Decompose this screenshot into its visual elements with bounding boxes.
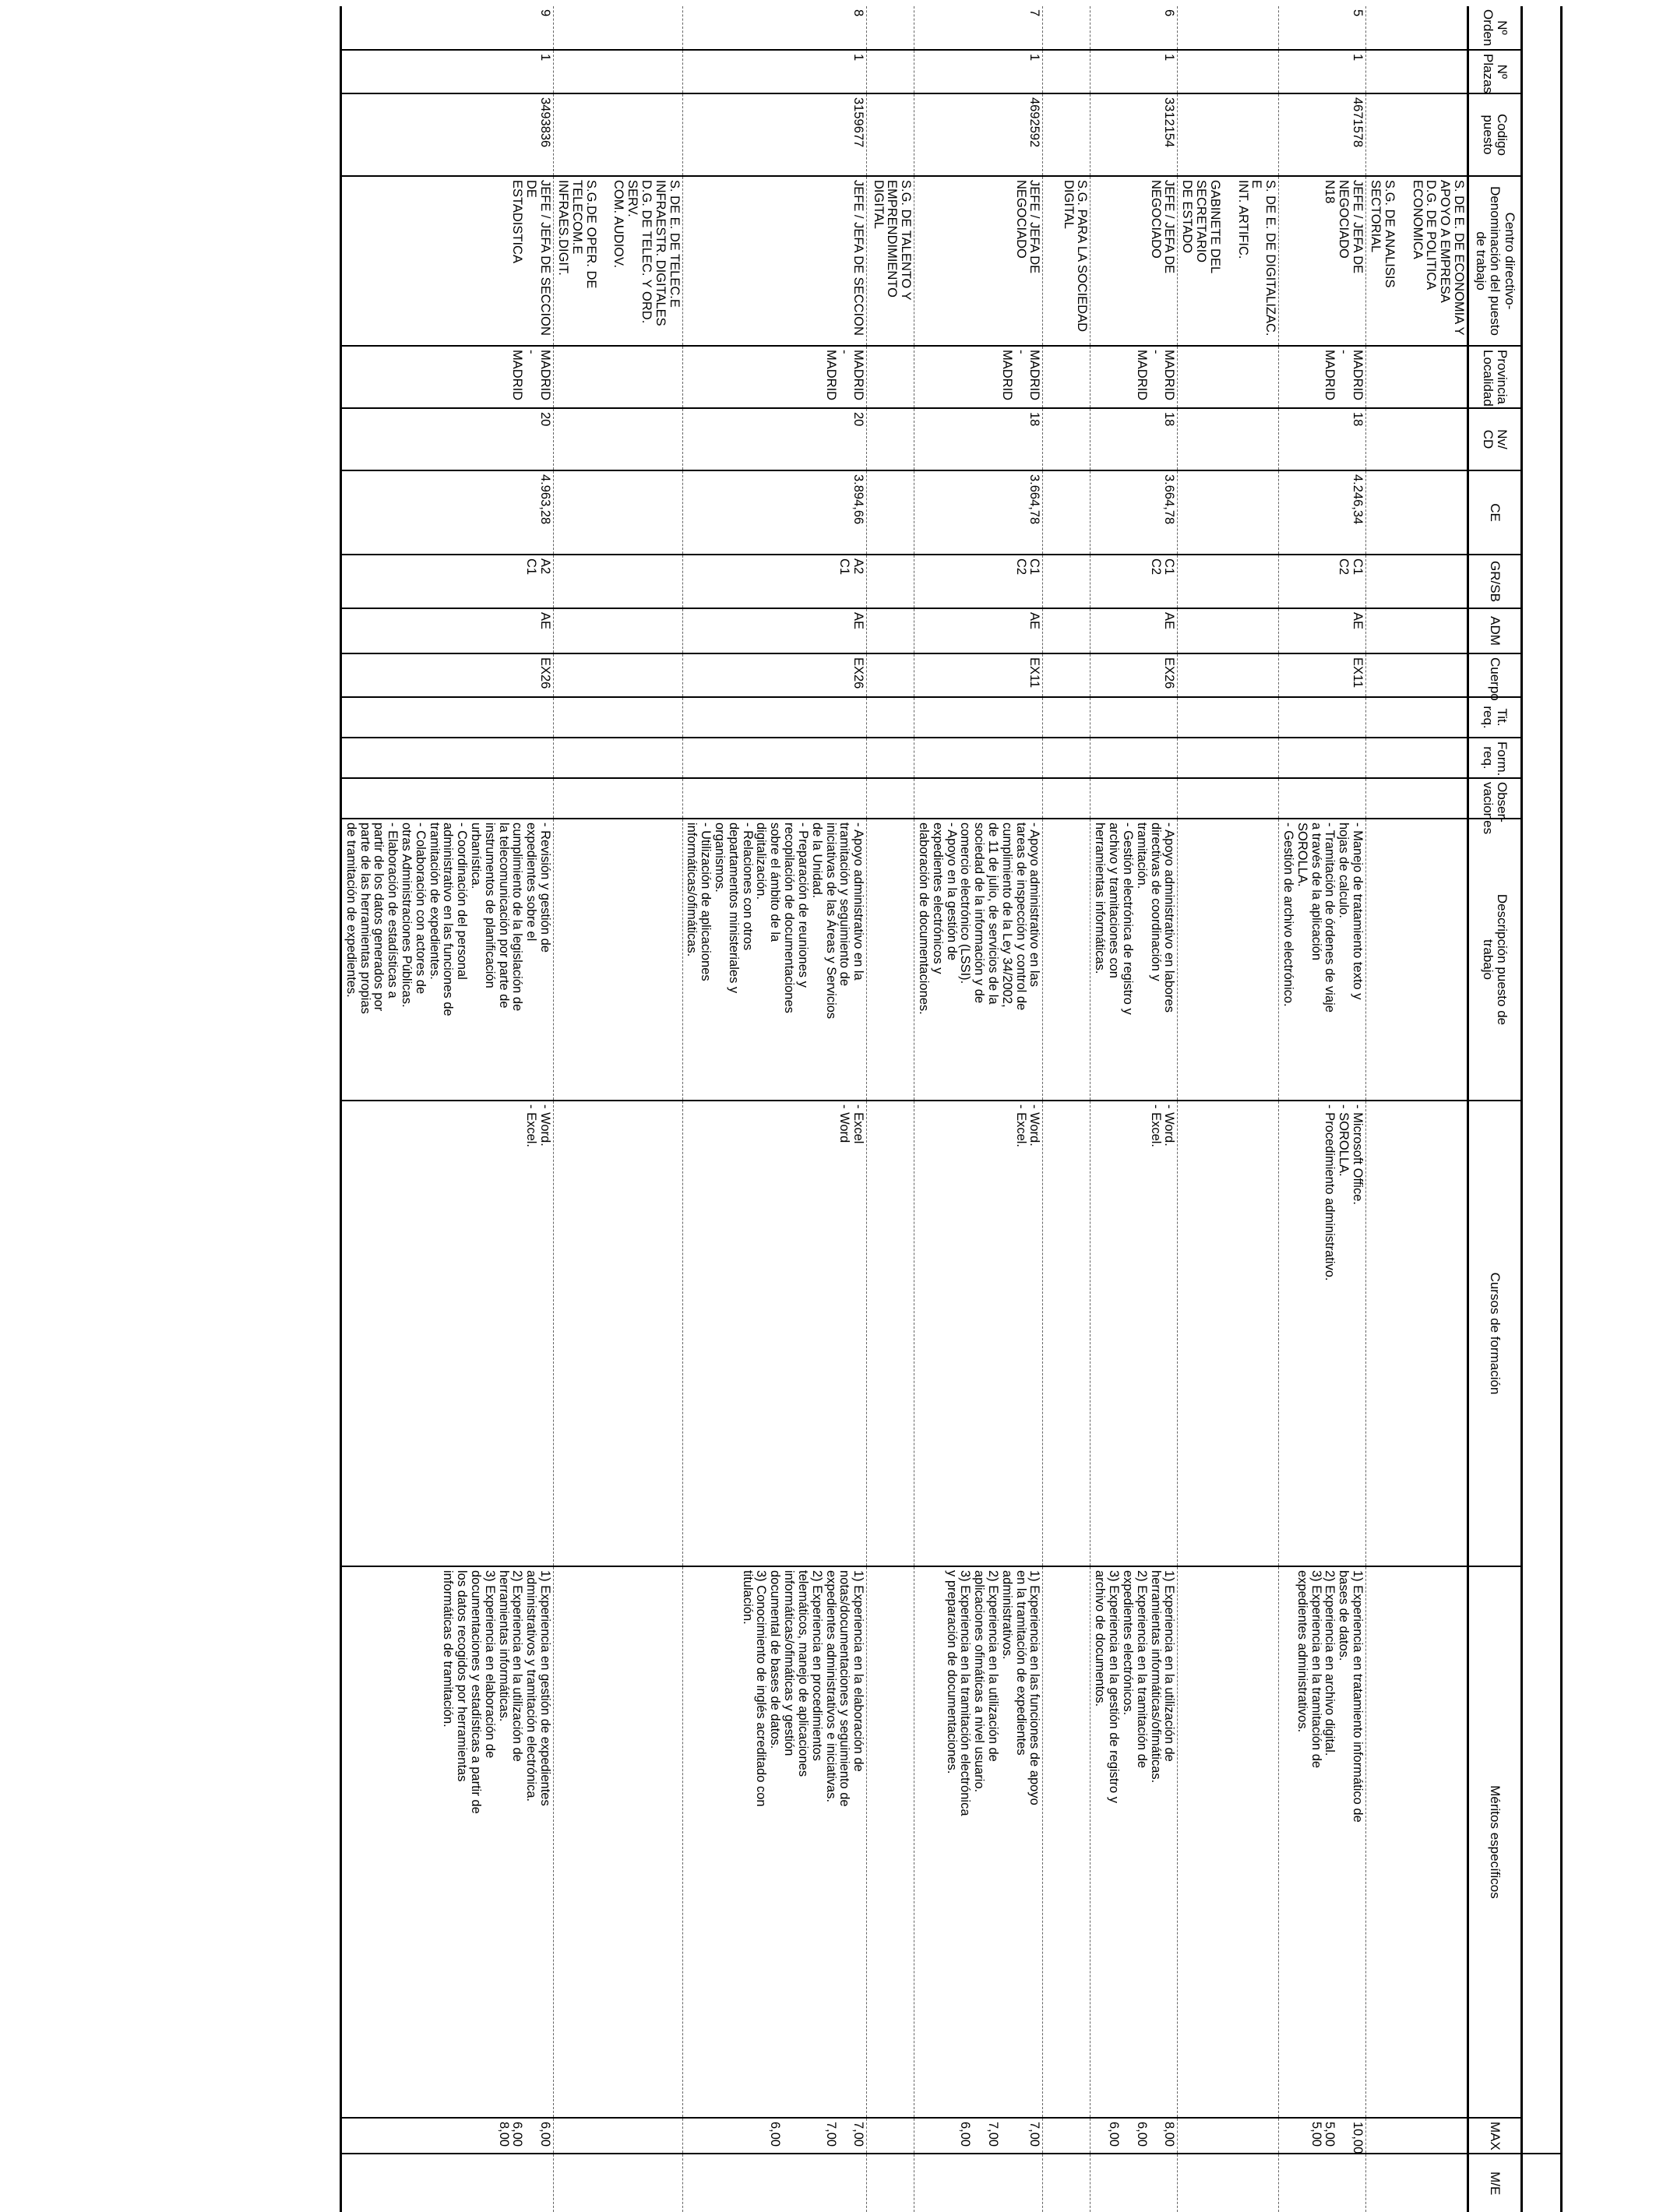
cell-titulacion — [867, 697, 914, 738]
cell-cuerpo — [1178, 653, 1279, 697]
cell-plazas — [1043, 50, 1090, 93]
cell-cuerpo — [554, 653, 683, 697]
cell-grupo: C1 C2 — [1279, 555, 1366, 608]
header-descripcion: Descripción puesto de trabajo — [1468, 819, 1522, 1101]
cell-observaciones — [867, 778, 914, 819]
max-value: 7,00 — [1027, 2122, 1042, 2147]
max-value: 6,00 — [1134, 2122, 1149, 2147]
cell-descripcion: - Apoyo administrativo en las tareas de inspección y control de cumplimiento de la Ley 34/2002, de 11 de julio, de servicios de la sociedad de la información y de comercio electrónico (LSSI). - Apoyo en la gestión de expedientes electrónicos y elaboración de documentaciones. — [914, 819, 1043, 1101]
cell-nivel: 18 — [914, 408, 1043, 470]
cell-meritos — [554, 1566, 683, 2118]
cell-meritos: 1) Experiencia en la utilización de herramientas informáticas/ofimáticas. 2) Experiencia en la tramitación de expedientes electrónicos. 3) Experiencia en la gestión de registro y archivo de documentos. — [1090, 1566, 1178, 2118]
cell-max — [1090, 2118, 1178, 2154]
cell-observaciones — [554, 778, 683, 819]
cell-titulacion — [1043, 697, 1090, 738]
cell-plazas — [554, 50, 683, 93]
cell-observaciones — [1090, 778, 1178, 819]
header-plazas: Nº Plazas — [1468, 50, 1522, 93]
cell-formacion — [914, 738, 1043, 778]
cell-centro — [682, 176, 867, 346]
cell-provincia — [1043, 346, 1090, 408]
cell-titulacion — [1178, 697, 1279, 738]
max-value: 5,00 — [1323, 2122, 1337, 2147]
max-value — [1120, 2122, 1134, 2150]
vacancy-row — [1090, 6, 1178, 2212]
max-value — [999, 2122, 1013, 2150]
cell-codigo: 4671578 — [1279, 93, 1366, 176]
cell-me — [682, 2154, 867, 2212]
cell-centro — [1178, 176, 1279, 346]
cell-orden: 6 — [1090, 6, 1178, 50]
cell-adm: AE — [1090, 608, 1178, 653]
cell-orden: 9 — [340, 6, 553, 50]
cell-orden — [867, 6, 914, 50]
centro-line: S.G.DE OPER. DE TELECOM.E INFRAES.DIGIT. — [555, 180, 598, 289]
centro-line: S. DE E. DE DIGITALIZAC. E INT. ARTIFIC. — [1235, 180, 1278, 336]
cell-cursos — [1178, 1101, 1279, 1566]
cell-cuerpo — [1043, 653, 1090, 697]
cell-cursos — [1043, 1101, 1090, 1566]
cell-formacion — [682, 738, 867, 778]
cell-orden: 7 — [914, 6, 1043, 50]
centro-heading-row — [1043, 6, 1090, 2212]
max-value: 8,00 — [496, 2122, 511, 2147]
cell-cuerpo: EX26 — [1090, 653, 1178, 697]
centro-heading — [1366, 176, 1468, 346]
header-ce: CE — [1468, 470, 1522, 555]
cell-max — [554, 2118, 683, 2154]
max-value: 7,00 — [851, 2122, 866, 2147]
header-max: MAX — [1468, 2118, 1522, 2154]
centro-line: JEFE / JEFA DE NEGOCIADO — [1148, 180, 1177, 274]
max-value: 6,00 — [510, 2122, 525, 2147]
cell-observaciones — [1279, 778, 1366, 819]
cell-provincia — [554, 346, 683, 408]
cell-nivel: 18 — [1090, 408, 1178, 470]
cell-meritos: 1) Experiencia en tratamiento informático de bases de datos. 2) Experiencia en archivo digital. 3) Experiencia en la tramitación de expedientes administrativos. — [1279, 1566, 1366, 2118]
cell-formacion — [340, 738, 553, 778]
cell-adm: AE — [914, 608, 1043, 653]
centro-line: JEFE / JEFA DE NEGOCIADO — [1013, 180, 1042, 274]
cell-max — [1043, 2118, 1090, 2154]
cell-ce — [1043, 470, 1090, 555]
cell-provincia — [1178, 346, 1279, 408]
max-value: 6,00 — [958, 2122, 973, 2147]
cell-grupo — [554, 555, 683, 608]
cell-max — [340, 2118, 553, 2154]
centro-line: JEFE / JEFA DE SECCION — [851, 180, 866, 336]
cell-titulacion — [1090, 697, 1178, 738]
header-me: M/E — [1468, 2154, 1522, 2212]
cell-adm — [1043, 608, 1090, 653]
cell-adm: AE — [682, 608, 867, 653]
centro-heading-row — [867, 6, 914, 2212]
cell-me — [554, 2154, 683, 2212]
vacancy-row — [682, 6, 867, 2212]
max-value: 5,00 — [1309, 2122, 1323, 2147]
cell-titulacion — [554, 697, 683, 738]
header-grupo: GR/SB — [1468, 555, 1522, 608]
max-value — [524, 2122, 538, 2150]
header-codigo: Codigo puesto — [1468, 93, 1522, 176]
cell-codigo — [1043, 93, 1090, 176]
cell-descripcion: - Revisión y gestión de expedientes sobre el cumplimiento de la legislación de la telecomunicación por parte de instrumentos de planificación urbanística. - Coordinación del personal administrativo en las funciones de tramitación de expedientes. - Colaboración con actores de otras Administraciones Públicas. - Elaboración de estadísticas a partir de los datos generados por parte de las herramientas propias de tramitación de expedientes. — [340, 819, 553, 1101]
header-provincia: Provincia Localidad — [1468, 346, 1522, 408]
cell-provincia: MADRID - MADRID — [682, 346, 867, 408]
cell-codigo — [1178, 93, 1279, 176]
header-adm: ADM — [1468, 608, 1522, 653]
centro-heading-row — [1178, 6, 1279, 2212]
cell-adm — [554, 608, 683, 653]
cell-meritos — [1043, 1566, 1090, 2118]
cell-cursos: - Excel - Word — [682, 1101, 867, 1566]
cell-centro — [554, 176, 683, 346]
cell-provincia: MADRID - MADRID — [914, 346, 1043, 408]
cell-titulacion — [340, 697, 553, 738]
cell-adm: AE — [1279, 608, 1366, 653]
cell-codigo: 3493836 — [340, 93, 553, 176]
max-value: 7,00 — [986, 2122, 1001, 2147]
vacancy-row — [340, 6, 553, 2212]
cell-me — [1090, 2154, 1178, 2212]
cell-codigo — [867, 93, 914, 176]
max-value — [809, 2122, 823, 2150]
cell-max — [1279, 2118, 1366, 2154]
cell-nivel — [867, 408, 914, 470]
cell-observaciones — [1043, 778, 1090, 819]
vacancy-row — [914, 6, 1043, 2212]
cell-grupo — [1178, 555, 1279, 608]
vacancy-row — [1279, 6, 1366, 2212]
centro-heading-row — [1366, 6, 1468, 2212]
cell-grupo: A2 C1 — [682, 555, 867, 608]
header-titulacion: Tit. req. — [1468, 697, 1522, 738]
cell-orden — [1043, 6, 1090, 50]
cell-observaciones — [1178, 778, 1279, 819]
cell-plazas: 1 — [1090, 50, 1178, 93]
cell-ce: 3.664,78 — [1090, 470, 1178, 555]
cell-descripcion: - Apoyo administrativo en la tramitación y seguimiento de iniciativas de las Áreas y Servicios de la Unidad. - Preparación de reuniones y recopilación de documentaciones sobre el ámbito de la digitalización. - Relaciones con otros departamentos ministeriales y organismos. - Utilización de aplicaciones informáticas/ofimáticas. — [682, 819, 867, 1101]
header-observaciones: Obser- vaciones — [1468, 778, 1522, 819]
header-meritos: Méritos específicos — [1468, 1566, 1522, 2118]
cell-grupo — [1043, 555, 1090, 608]
cell-orden: 5 — [1279, 6, 1366, 50]
cell-formacion — [1178, 738, 1279, 778]
cell-ce: 4.246,34 — [1279, 470, 1366, 555]
centro-line: GABINETE DEL SECRETARIO DE ESTADO — [1180, 180, 1222, 273]
cell-me — [867, 2154, 914, 2212]
table-body — [340, 6, 1467, 2212]
cell-cursos: - Microsoft Office. - SOROLLA. - Procedimiento administrativo. — [1279, 1101, 1366, 1566]
cell-codigo: 3159677 — [682, 93, 867, 176]
header-centro: Centro directivo- Denominación del puesto de trabajo — [1468, 176, 1522, 346]
centro-line: S. DE E. DE TELEC.E INFRAESTR. DIGITALES D.G. DE TELEC. Y ORD. SERV. COM. AUDIOV. — [611, 180, 682, 326]
cell-centro — [340, 176, 553, 346]
cell-observaciones — [340, 778, 553, 819]
cell-provincia — [867, 346, 914, 408]
cell-nivel — [1043, 408, 1090, 470]
header-formacion: Form. req. — [1468, 738, 1522, 778]
cell-meritos: 1) Experiencia en las funciones de apoyo en la tramitación de expedientes administrativos. 2) Experiencia en la utilización de aplicaciones ofimáticas a nivel usuario. 3) Experiencia en la tramitación electrónica y preparación de documentaciones. — [914, 1566, 1043, 2118]
cell-descripcion — [1043, 819, 1090, 1101]
cell-formacion — [554, 738, 683, 778]
cell-nivel: 20 — [340, 408, 553, 470]
cell-descripcion: - Apoyo administrativo en labores directivas de coordinación y tramitación. - Gestión electrónica de registro y archivo y tramitaciones con herramientas informáticas. — [1090, 819, 1178, 1101]
cell-formacion — [867, 738, 914, 778]
cell-orden: 8 — [682, 6, 867, 50]
cell-cuerpo: EX26 — [340, 653, 553, 697]
cell-codigo: 3312154 — [1090, 93, 1178, 176]
header-cuerpo: Cuerpo — [1468, 653, 1522, 697]
cell-centro — [867, 176, 914, 346]
centro-heading-row — [554, 6, 683, 2212]
cell-titulacion — [682, 697, 867, 738]
max-value — [795, 2122, 809, 2150]
cell-nivel: 20 — [682, 408, 867, 470]
cell-meritos: 1) Experiencia en la elaboración de notas/documentaciones y seguimiento de expedientes administrativos e iniciativas. 2) Experiencia en procedimientos telemáticos, manejo de aplicaciones informáticas/ofimáticas y gestión documental de bases de datos. 3) Conocimiento de inglés acreditado con titulación. — [682, 1566, 867, 2118]
cell-ce: 4.963,28 — [340, 470, 553, 555]
max-value — [1337, 2122, 1351, 2150]
cell-max — [1178, 2118, 1279, 2154]
max-value: 7,00 — [823, 2122, 838, 2147]
cell-cursos: - Word. - Excel. — [914, 1101, 1043, 1566]
centro-line: S.G. DE TALENTO Y EMPRENDIMIENTO DIGITAL — [871, 180, 914, 301]
cell-orden — [1178, 6, 1279, 50]
cell-descripcion — [867, 819, 914, 1101]
header-nivel: Nv/ CD — [1468, 408, 1522, 470]
header-row — [1468, 6, 1522, 2212]
cell-provincia: MADRID - MADRID — [1090, 346, 1178, 408]
cell-centro — [1090, 176, 1178, 346]
cell-cursos — [867, 1101, 914, 1566]
cell-descripcion: - Manejo de tratamiento texto y hojas de calculo. - Tramitación de órdenes de viaje a través de la aplicación SOROLLA. - Gestión de archivo electrónico. — [1279, 819, 1366, 1101]
cell-me — [914, 2154, 1043, 2212]
centro-line: JEFE / JEFA DE SECCION DE ESTADISTICA — [510, 180, 553, 336]
cell-grupo: C1 C2 — [1090, 555, 1178, 608]
max-value — [1013, 2122, 1027, 2150]
cell-titulacion — [1279, 697, 1366, 738]
cell-codigo — [554, 93, 683, 176]
cell-plazas: 1 — [340, 50, 553, 93]
cell-provincia: MADRID - MADRID — [1279, 346, 1366, 408]
cell-centro — [914, 176, 1043, 346]
header-orden: Nº Orden — [1468, 6, 1522, 50]
vacancy-table — [340, 6, 1563, 2212]
cell-adm — [867, 608, 914, 653]
centro-line: S. DE E. DE ECONOMIA Y APOYO A EMPRESA D.G. DE POLITICA ECONOMICA — [1410, 180, 1466, 336]
max-value: 6,00 — [538, 2122, 553, 2147]
cell-formacion — [1043, 738, 1090, 778]
table-top-band — [1522, 6, 1562, 2212]
cell-me — [1178, 2154, 1279, 2212]
cell-cuerpo — [867, 653, 914, 697]
cell-centro — [1279, 176, 1366, 346]
max-value: 6,00 — [768, 2122, 783, 2147]
cell-cursos — [554, 1101, 683, 1566]
cell-formacion — [1090, 738, 1178, 778]
cell-ce — [867, 470, 914, 555]
cell-centro — [1043, 176, 1090, 346]
cell-cuerpo: EX26 — [682, 653, 867, 697]
cell-descripcion — [554, 819, 683, 1101]
cell-grupo: A2 C1 — [340, 555, 553, 608]
cell-plazas: 1 — [914, 50, 1043, 93]
cell-formacion — [1279, 738, 1366, 778]
cell-provincia: MADRID - MADRID — [340, 346, 553, 408]
header-cursos: Cursos de formación — [1468, 1101, 1522, 1566]
cell-orden — [554, 6, 683, 50]
centro-line: JEFE / JEFA DE NEGOCIADO N18 — [1323, 180, 1365, 274]
cell-adm: AE — [340, 608, 553, 653]
cell-observaciones — [682, 778, 867, 819]
cell-plazas — [1178, 50, 1279, 93]
cell-ce — [1178, 470, 1279, 555]
cell-nivel: 18 — [1279, 408, 1366, 470]
cell-ce: 3.894,66 — [682, 470, 867, 555]
cell-ce: 3.664,78 — [914, 470, 1043, 555]
max-value — [781, 2122, 795, 2150]
cell-grupo: C1 C2 — [914, 555, 1043, 608]
cell-observaciones — [914, 778, 1043, 819]
centro-line: S.G. PARA LA SOCIEDAD DIGITAL — [1061, 180, 1090, 333]
max-value: 6,00 — [1107, 2122, 1122, 2147]
cell-me — [1043, 2154, 1090, 2212]
cell-nivel — [554, 408, 683, 470]
cell-me — [1279, 2154, 1366, 2212]
cell-plazas: 1 — [1279, 50, 1366, 93]
cell-ce — [554, 470, 683, 555]
cell-adm — [1178, 608, 1279, 653]
cell-plazas — [867, 50, 914, 93]
cell-meritos — [1178, 1566, 1279, 2118]
cell-me — [340, 2154, 553, 2212]
centro-line: S.G. DE ANALISIS SECTORIAL — [1368, 180, 1397, 288]
cell-titulacion — [914, 697, 1043, 738]
max-value — [837, 2122, 851, 2150]
cell-cuerpo: EX11 — [914, 653, 1043, 697]
max-value — [971, 2122, 985, 2150]
max-value: 10,00 — [1351, 2122, 1365, 2154]
cell-plazas: 1 — [682, 50, 867, 93]
cell-meritos: 1) Experiencia en gestión de expedientes administrativos y tramitación electrónica. 2) Experiencia en la utilización de herramientas informáticas. 3) Experiencia en elaboración de documentaciones y estadísticas a partir de los datos recogidos por herramientas informáticas de tramitación. — [340, 1566, 553, 2118]
cell-cursos: - Word. - Excel. — [1090, 1101, 1178, 1566]
cell-max — [867, 2118, 914, 2154]
cell-cuerpo: EX11 — [1279, 653, 1366, 697]
cell-grupo — [867, 555, 914, 608]
cell-max — [914, 2118, 1043, 2154]
cell-meritos — [867, 1566, 914, 2118]
cell-descripcion — [1178, 819, 1279, 1101]
max-value — [1148, 2122, 1162, 2150]
cell-nivel — [1178, 408, 1279, 470]
cell-max — [682, 2118, 867, 2154]
cell-codigo: 4692592 — [914, 93, 1043, 176]
max-value: 8,00 — [1162, 2122, 1177, 2147]
cell-cursos: - Word. - Excel. — [340, 1101, 553, 1566]
